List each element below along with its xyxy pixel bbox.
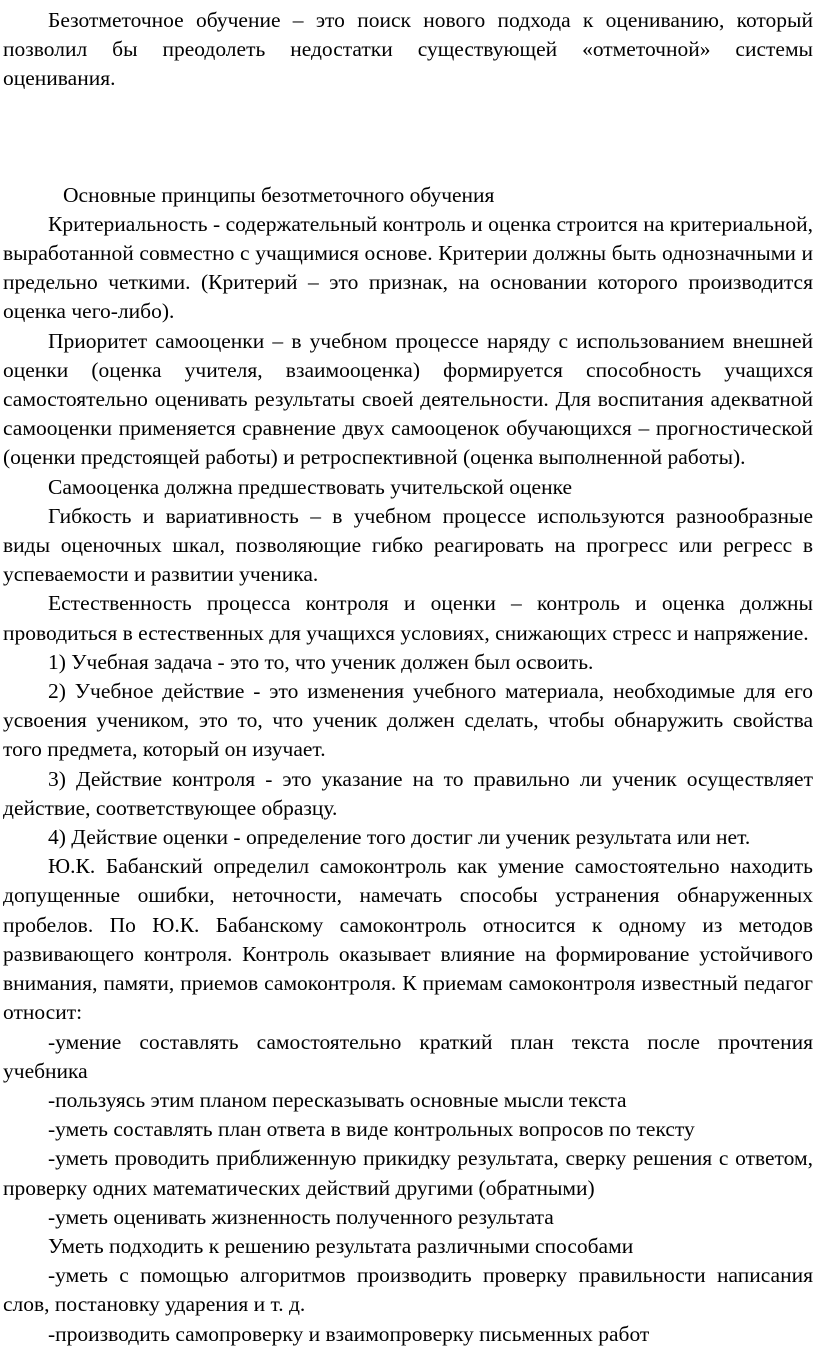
- paragraph-self-assessment: Приоритет самооценки – в учебном процессе наряду с использованием внешней оценки (оценка учителя, взаимооценка) формируется способность учащихся самостоятельно оценивать результаты своей деятельности. Для воспитания адекватной самооценки применяется сравнение двух самооценок обучающихся – прогностической (оценки предстоящей работы) и ретроспективной (оценка выполненной работы).: [3, 328, 813, 470]
- list-item-algorithms: -уметь с помощью алгоритмов производить проверку правильности написания слов, постановку ударения и т. д.: [3, 1263, 813, 1317]
- paragraph-babansky: Ю.К. Бабанский определил самоконтроль как умение самостоятельно находить допущенные ошибки, неточности, намечать способы устранения обнаруженных пробелов. По Ю.К. Бабанскому самоконтроль относится к одному из методов развивающего контроля. Контроль оказывает влияние на формирование устойчивого внимания, памяти, приемов самоконтроля. К приемам самоконтроля известный педагог относит:: [3, 854, 813, 1025]
- intro-paragraph: Безотметочное обучение – это поиск нового подхода к оцениванию, который позволил бы преодолеть недостатки существующей «отметочной» системы оценивания.: [3, 8, 813, 91]
- list-item-plan: -умение составлять самостоятельно краткий план текста после прочтения учебника: [3, 1029, 813, 1083]
- list-item-assessment-action: 4) Действие оценки - определение того достиг ли ученик результата или нет.: [48, 825, 751, 850]
- paragraph-self-assessment-precedes: Самооценка должна предшествовать учительской оценке: [48, 474, 573, 499]
- list-item-learning-action: 2) Учебное действие - это изменения учебного материала, необходимые для его усвоения учеником, это то, что ученик должен сделать, чтобы обнаружить свойства того предмета, который он изучает.: [3, 679, 813, 762]
- list-item-evaluate-result: -уметь оценивать жизненность полученного результата: [48, 1204, 554, 1229]
- paragraph-flexibility: Гибкость и вариативность – в учебном процессе используются разнообразные виды оценочных шкал, позволяющие гибко реагировать на прогресс или регресс в успеваемости и развитии ученика.: [3, 503, 813, 587]
- list-item-various-methods: Уметь подходить к решению результата различными способами: [48, 1233, 634, 1258]
- list-item-answer-plan: -уметь составлять план ответа в виде контрольных вопросов по тексту: [48, 1117, 695, 1142]
- list-item-estimate: -уметь проводить приближенную прикидку результата, сверку решения с ответом, проверку одних математических действий другими (обратными): [3, 1146, 813, 1200]
- section-heading: Основные принципы безотметочного обучения: [63, 182, 495, 207]
- list-item-retell: -пользуясь этим планом пересказывать основные мысли текста: [48, 1087, 627, 1112]
- paragraph-naturalness: Естественность процесса контроля и оценки – контроль и оценка должны проводиться в естественных для учащихся условиях, снижающих стресс и напряжение.: [3, 591, 813, 645]
- list-item-learning-task: 1) Учебная задача - это то, что ученик должен был освоить.: [48, 649, 594, 674]
- list-item-peer-check: -производить самопроверку и взаимопроверку письменных работ: [48, 1321, 650, 1346]
- list-item-control-action: 3) Действие контроля - это указание на то правильно ли ученик осуществляет действие, соответствующее образцу.: [3, 766, 813, 820]
- paragraph-criteria: Критериальность - содержательный контроль и оценка строится на критериальной, выработанной совместно с учащимися основе. Критерии должны быть однозначными и предельно четкими. (Критерий – это признак, на основании которого производится оценка чего-либо).: [3, 211, 813, 324]
- blank-space: [3, 94, 813, 181]
